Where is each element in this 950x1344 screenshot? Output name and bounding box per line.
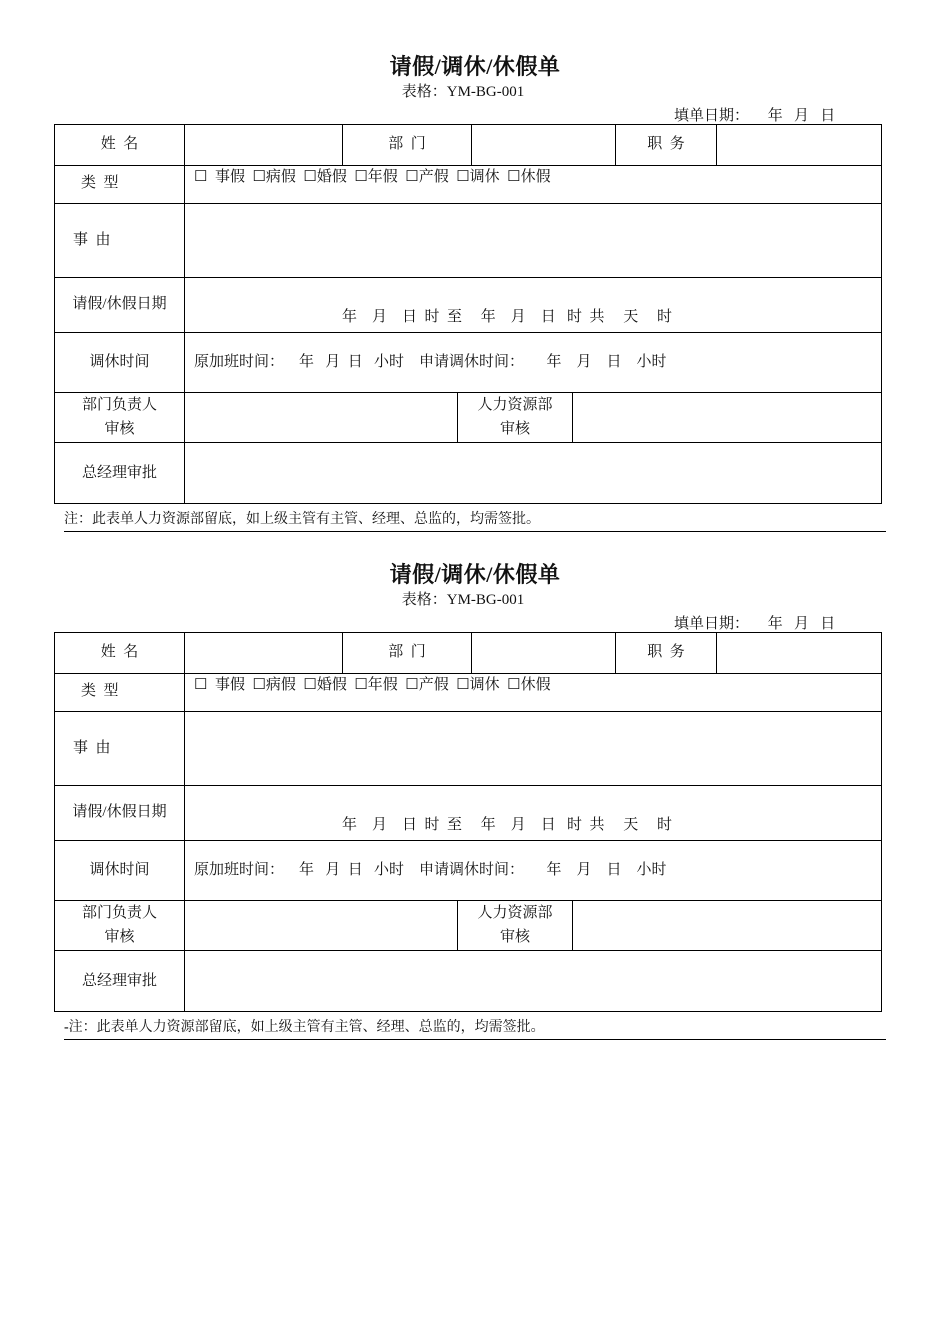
leave-date-text[interactable]: 年 月 日 时 至 年 月 日 时 共 天 时	[342, 309, 673, 325]
comp-time-label: 调休时间	[89, 354, 150, 370]
comp-time-text[interactable]: 原加班时间： 年 月 日 小时 申请调休时间： 年 月 日 小时	[194, 862, 667, 878]
note-divider	[64, 531, 886, 532]
leave-date-label: 请假/休假日期	[72, 804, 167, 820]
dept-head-label-2: 审核	[104, 421, 135, 437]
type-options[interactable]: ☐ 事假 ☐病假 ☐婚假 ☐年假 ☐产假 ☐调休 ☐休假	[194, 677, 551, 693]
form-code: 表格：YM-BG-001	[401, 592, 525, 608]
name-label: 姓 名	[100, 644, 139, 660]
leave-date-label: 请假/休假日期	[72, 296, 167, 312]
gm-signature[interactable]	[185, 951, 881, 1011]
reason-field[interactable]	[185, 204, 881, 277]
reason-field[interactable]	[185, 712, 881, 785]
fill-date-line: 填单日期： 年 月 日	[674, 616, 836, 632]
position-label: 职 务	[647, 136, 685, 152]
type-options[interactable]: ☐ 事假 ☐病假 ☐婚假 ☐年假 ☐产假 ☐调休 ☐休假	[194, 169, 551, 185]
dept-label: 部 门	[388, 136, 426, 152]
dept-head-signature[interactable]	[185, 393, 457, 442]
dept-label: 部 门	[388, 644, 426, 660]
hr-label: 人力资源部	[477, 905, 553, 921]
reason-label: 事 由	[73, 740, 111, 756]
hr-label-2: 审核	[499, 421, 530, 437]
position-field[interactable]	[717, 125, 881, 165]
form-note	[64, 1016, 545, 1036]
note-text: 注：此表单人力资源部留底，如上级主管有主管、经理、总监的，均需签批。	[68, 1020, 545, 1035]
form-title: 请假/调休/休假单	[389, 54, 561, 79]
note-divider	[64, 1039, 886, 1040]
dept-field[interactable]	[472, 633, 615, 673]
gm-label: 总经理审批	[81, 465, 157, 481]
name-field[interactable]	[185, 633, 342, 673]
gm-label: 总经理审批	[81, 973, 157, 989]
dept-head-signature[interactable]	[185, 901, 457, 950]
dept-head-label-2: 审核	[104, 929, 135, 945]
leave-date-text[interactable]: 年 月 日 时 至 年 月 日 时 共 天 时	[342, 817, 673, 833]
name-label: 姓 名	[100, 136, 139, 152]
comp-time-text[interactable]: 原加班时间： 年 月 日 小时 申请调休时间： 年 月 日 小时	[194, 354, 667, 370]
type-label: 类 型	[81, 683, 119, 699]
position-label: 职 务	[647, 644, 685, 660]
form-code: 表格：YM-BG-001	[401, 84, 525, 100]
dept-head-label: 部门负责人	[81, 397, 157, 413]
dept-head-label: 部门负责人	[81, 905, 157, 921]
form-note: 注：此表单人力资源部留底，如上级主管有主管、经理、总监的，均需签批。	[64, 512, 540, 527]
hr-signature[interactable]	[573, 393, 881, 442]
form-title: 请假/调休/休假单	[389, 562, 561, 587]
fill-date-line: 填单日期： 年 月 日	[674, 108, 836, 124]
note-dash: -	[64, 1020, 69, 1035]
name-field[interactable]	[185, 125, 342, 165]
hr-label: 人力资源部	[477, 397, 553, 413]
type-label: 类 型	[81, 175, 119, 191]
hr-signature[interactable]	[573, 901, 881, 950]
gm-signature[interactable]	[185, 443, 881, 503]
leave-form-table	[54, 632, 882, 1012]
position-field[interactable]	[717, 633, 881, 673]
comp-time-label: 调休时间	[89, 862, 150, 878]
hr-label-2: 审核	[499, 929, 530, 945]
reason-label: 事 由	[73, 232, 111, 248]
leave-form-table	[54, 124, 882, 504]
dept-field[interactable]	[472, 125, 615, 165]
